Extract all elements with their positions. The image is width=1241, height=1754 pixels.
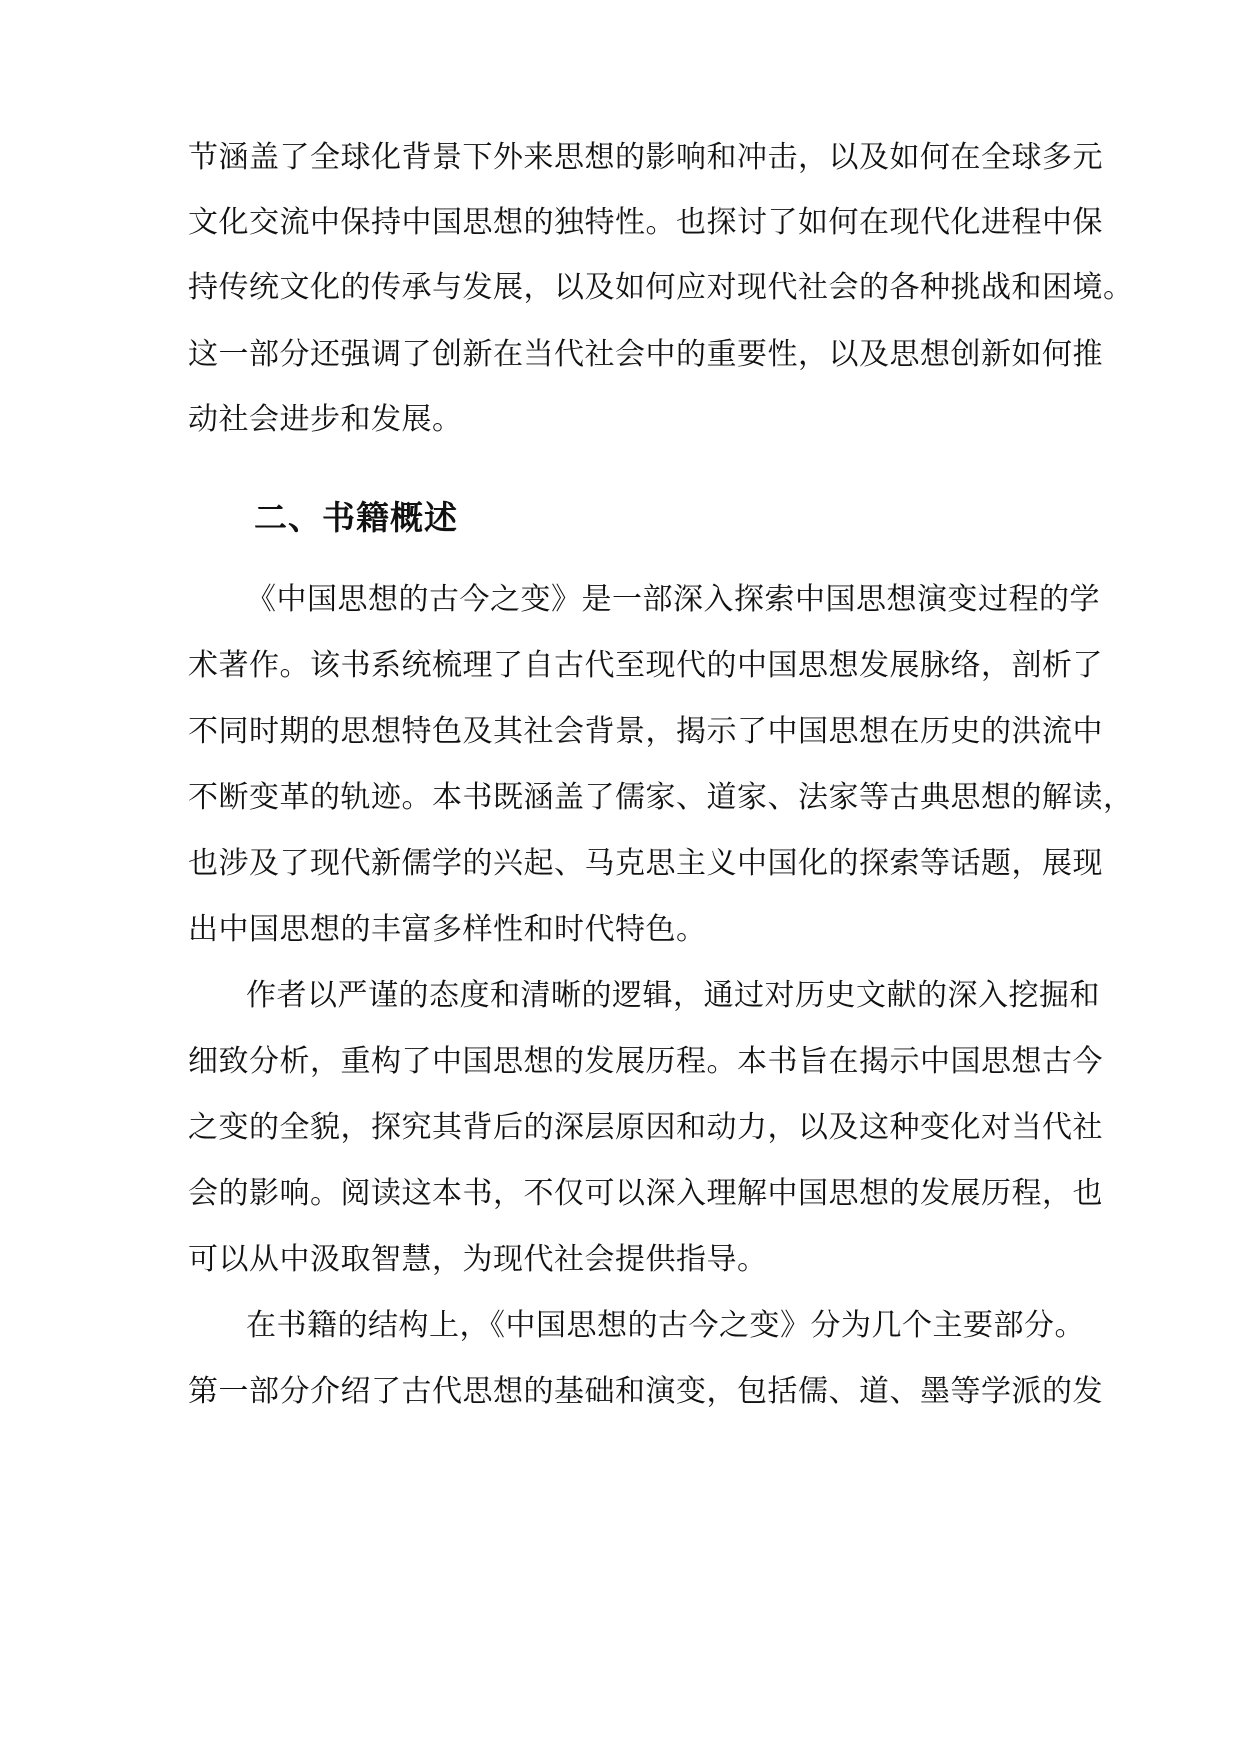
paragraph-line: 之变的全貌，探究其背后的深层原因和动力，以及这种变化对当代社 [188,1110,1103,1145]
paragraph-line: 文化交流中保持中国思想的独特性。也探讨了如何在现代化进程中保 [188,205,1103,240]
section-heading: 二、书籍概述 [254,498,458,537]
paragraph-line: 节涵盖了全球化背景下外来思想的影响和冲击，以及如何在全球多元 [188,140,1103,175]
paragraph-line: 不同时期的思想特色及其社会背景，揭示了中国思想在历史的洪流中 [188,714,1103,749]
paragraph-line: 细致分析，重构了中国思想的发展历程。本书旨在揭示中国思想古今 [188,1044,1103,1079]
paragraph-line: 持传统文化的传承与发展，以及如何应对现代社会的各种挑战和困境。 [188,270,1134,305]
paragraph-line: 出中国思想的丰富多样性和时代特色。 [188,912,707,947]
paragraph-line: 这一部分还强调了创新在当代社会中的重要性，以及思想创新如何推 [188,337,1103,372]
paragraph-line: 动社会进步和发展。 [188,402,463,437]
paragraph-line: 《中国思想的古今之变》是一部深入探索中国思想演变过程的学 [246,582,1100,617]
paragraph-line: 会的影响。阅读这本书，不仅可以深入理解中国思想的发展历程，也 [188,1176,1103,1211]
paragraph-line: 作者以严谨的态度和清晰的逻辑，通过对历史文献的深入挖掘和 [246,978,1100,1013]
paragraph-line: 可以从中汲取智慧，为现代社会提供指导。 [188,1242,768,1277]
paragraph-line: 不断变革的轨迹。本书既涵盖了儒家、道家、法家等古典思想的解读， [188,780,1134,815]
paragraph-line: 也涉及了现代新儒学的兴起、马克思主义中国化的探索等话题，展现 [188,846,1103,881]
paragraph-line: 术著作。该书系统梳理了自古代至现代的中国思想发展脉络，剖析了 [188,648,1103,683]
paragraph-line: 在书籍的结构上，《中国思想的古今之变》分为几个主要部分。 [246,1308,1085,1343]
paragraph-line: 第一部分介绍了古代思想的基础和演变，包括儒、道、墨等学派的发 [188,1374,1103,1409]
